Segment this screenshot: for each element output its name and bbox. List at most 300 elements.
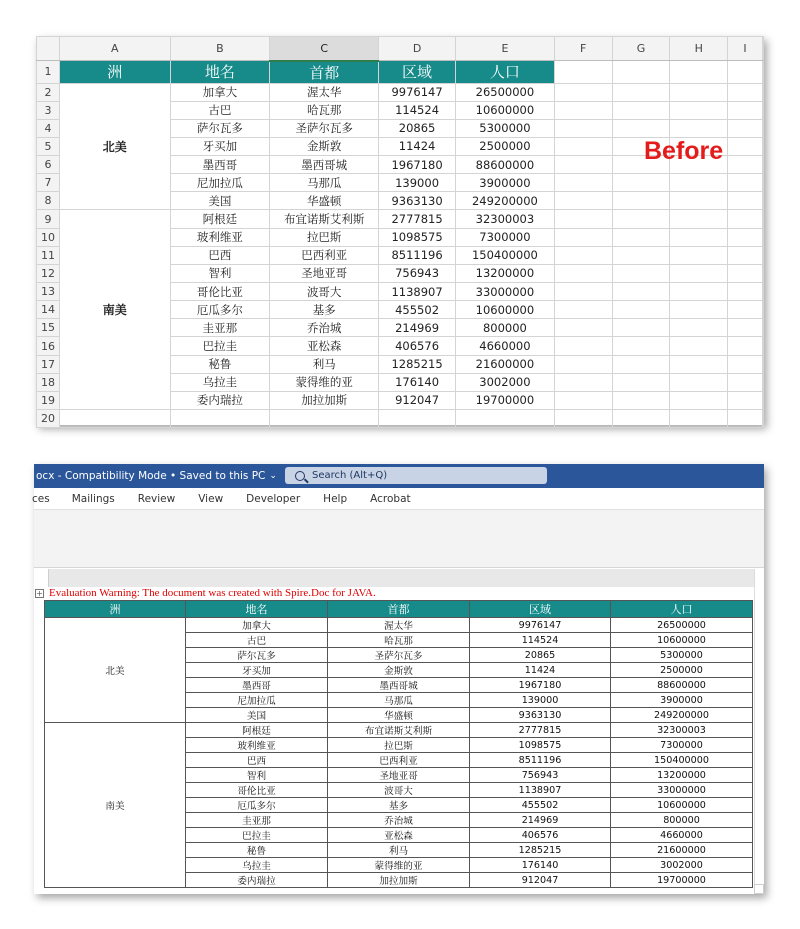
table-move-handle-icon[interactable]: + [36,589,43,598]
empty-cell[interactable] [59,410,170,428]
empty-cell[interactable] [728,283,763,301]
empty-cell[interactable] [728,137,763,155]
empty-cell[interactable] [728,192,763,210]
row-header[interactable]: 19 [37,391,60,409]
data-cell[interactable]: 圣萨尔瓦多 [328,648,470,663]
empty-cell[interactable] [763,264,764,282]
data-cell[interactable]: 33000000 [611,783,753,798]
data-cell[interactable]: 139000 [470,693,611,708]
data-cell[interactable]: 美国 [186,708,328,723]
empty-cell[interactable] [670,391,728,409]
data-cell[interactable]: 墨西哥 [186,678,328,693]
tab-ces[interactable]: ces [32,492,50,505]
header-cell[interactable]: 人口 [456,61,555,84]
data-cell[interactable]: 哈瓦那 [328,633,470,648]
data-cell[interactable]: 加拉加斯 [270,391,379,409]
data-cell[interactable]: 乌拉圭 [170,373,270,391]
data-cell[interactable]: 布宜诺斯艾利斯 [270,210,379,228]
data-cell[interactable]: 406576 [379,337,456,355]
header-cell[interactable]: 首都 [328,601,470,618]
data-cell[interactable]: 加拉加斯 [328,873,470,888]
empty-cell[interactable] [728,101,763,119]
data-cell[interactable]: 圭亚那 [170,319,270,337]
tab-help[interactable]: Help [323,492,348,505]
data-cell[interactable]: 4660000 [611,828,753,843]
data-cell[interactable]: 蒙得维的亚 [328,858,470,873]
row-header[interactable]: 16 [37,337,60,355]
data-cell[interactable]: 406576 [470,828,611,843]
data-cell[interactable]: 秘鲁 [170,355,270,373]
data-cell[interactable]: 加拿大 [170,83,270,101]
data-cell[interactable]: 哥伦比亚 [170,283,270,301]
row-header[interactable]: 7 [37,174,60,192]
data-cell[interactable]: 玻利维亚 [186,738,328,753]
header-cell[interactable]: 人口 [611,601,753,618]
data-cell[interactable]: 拉巴斯 [270,228,379,246]
data-cell[interactable]: 2777815 [470,723,611,738]
data-cell[interactable]: 波哥大 [270,283,379,301]
data-cell[interactable]: 9976147 [379,83,456,101]
empty-cell[interactable] [554,228,612,246]
empty-cell[interactable] [728,301,763,319]
data-cell[interactable]: 马那瓜 [270,174,379,192]
data-cell[interactable]: 古巴 [170,101,270,119]
empty-cell[interactable] [612,101,670,119]
empty-cell[interactable] [554,119,612,137]
empty-cell[interactable] [670,119,728,137]
data-cell[interactable]: 455502 [379,301,456,319]
tab-mailings[interactable]: Mailings [71,492,115,505]
empty-cell[interactable] [763,246,764,264]
empty-cell[interactable] [379,410,456,428]
data-cell[interactable]: 20865 [379,119,456,137]
empty-cell[interactable] [763,174,764,192]
empty-cell[interactable] [170,410,270,428]
empty-cell[interactable] [728,264,763,282]
data-cell[interactable]: 墨西哥 [170,156,270,174]
data-cell[interactable]: 布宜诺斯艾利斯 [328,723,470,738]
empty-cell[interactable] [670,337,728,355]
region-cell[interactable]: 南美 [59,210,170,410]
data-cell[interactable]: 阿根廷 [170,210,270,228]
empty-cell[interactable] [763,137,764,155]
empty-cell[interactable] [612,319,670,337]
column-header-a[interactable]: A [59,37,170,61]
empty-cell[interactable] [728,228,763,246]
data-cell[interactable]: 756943 [470,768,611,783]
data-cell[interactable]: 214969 [470,813,611,828]
row-header[interactable]: 18 [37,373,60,391]
data-cell[interactable]: 9363130 [379,192,456,210]
header-cell[interactable]: 洲 [45,601,186,618]
data-cell[interactable]: 圭亚那 [186,813,328,828]
row-header[interactable]: 5 [37,137,60,155]
empty-cell[interactable] [612,83,670,101]
empty-cell[interactable] [612,174,670,192]
row-header[interactable]: 20 [37,410,60,428]
header-cell[interactable]: 区域 [470,601,611,618]
data-cell[interactable]: 尼加拉瓜 [186,693,328,708]
data-cell[interactable]: 渥太华 [270,83,379,101]
data-cell[interactable]: 10600000 [611,798,753,813]
data-cell[interactable]: 巴西 [170,246,270,264]
row-header[interactable]: 6 [37,156,60,174]
data-cell[interactable]: 蒙得维的亚 [270,373,379,391]
data-cell[interactable]: 圣地亚哥 [328,768,470,783]
empty-cell[interactable] [670,410,728,428]
data-cell[interactable]: 9363130 [470,708,611,723]
data-cell[interactable]: 1285215 [470,843,611,858]
empty-cell[interactable] [728,337,763,355]
empty-cell[interactable] [554,192,612,210]
data-cell[interactable]: 金斯敦 [328,663,470,678]
data-cell[interactable]: 哥伦比亚 [186,783,328,798]
data-cell[interactable]: 哈瓦那 [270,101,379,119]
data-cell[interactable]: 厄瓜多尔 [170,301,270,319]
data-cell[interactable]: 88600000 [611,678,753,693]
empty-cell[interactable] [612,283,670,301]
data-cell[interactable]: 912047 [470,873,611,888]
empty-cell[interactable] [670,192,728,210]
empty-cell[interactable] [763,373,764,391]
empty-cell[interactable] [554,210,612,228]
data-cell[interactable]: 拉巴斯 [328,738,470,753]
empty-cell[interactable] [612,61,670,84]
empty-cell[interactable] [554,101,612,119]
empty-cell[interactable] [728,410,763,428]
column-header-d[interactable]: D [379,37,456,61]
row-header[interactable]: 15 [37,319,60,337]
empty-cell[interactable] [728,210,763,228]
data-cell[interactable]: 26500000 [611,618,753,633]
column-header-h[interactable]: H [670,37,728,61]
header-cell[interactable]: 首都 [270,61,379,84]
data-cell[interactable]: 3900000 [611,693,753,708]
empty-cell[interactable] [612,246,670,264]
data-cell[interactable]: 萨尔瓦多 [186,648,328,663]
empty-cell[interactable] [456,410,555,428]
row-header[interactable]: 1 [37,61,60,84]
data-cell[interactable]: 13200000 [456,264,555,282]
empty-cell[interactable] [670,355,728,373]
column-header-i[interactable]: I [728,37,763,61]
data-cell[interactable]: 巴拉圭 [170,337,270,355]
data-cell[interactable]: 7300000 [611,738,753,753]
data-cell[interactable]: 1967180 [379,156,456,174]
data-cell[interactable]: 9976147 [470,618,611,633]
empty-cell[interactable] [270,410,379,428]
empty-cell[interactable] [554,61,612,84]
data-cell[interactable]: 249200000 [456,192,555,210]
row-header[interactable]: 14 [37,301,60,319]
data-cell[interactable]: 牙买加 [186,663,328,678]
data-cell[interactable]: 乌拉圭 [186,858,328,873]
data-cell[interactable]: 10600000 [611,633,753,648]
data-cell[interactable]: 渥太华 [328,618,470,633]
empty-cell[interactable] [763,156,764,174]
column-header-c[interactable]: C [270,37,379,61]
data-cell[interactable]: 8511196 [470,753,611,768]
empty-cell[interactable] [554,137,612,155]
row-header[interactable]: 13 [37,283,60,301]
empty-cell[interactable] [763,410,764,428]
empty-cell[interactable] [554,246,612,264]
data-cell[interactable]: 1138907 [470,783,611,798]
empty-cell[interactable] [612,301,670,319]
empty-cell[interactable] [670,264,728,282]
data-cell[interactable]: 金斯敦 [270,137,379,155]
empty-cell[interactable] [728,83,763,101]
empty-cell[interactable] [763,119,764,137]
empty-cell[interactable] [728,373,763,391]
data-cell[interactable]: 委内瑞拉 [170,391,270,409]
data-cell[interactable]: 美国 [170,192,270,210]
data-cell[interactable]: 10600000 [456,301,555,319]
row-header[interactable]: 12 [37,264,60,282]
data-cell[interactable]: 秘鲁 [186,843,328,858]
empty-cell[interactable] [763,337,764,355]
vertical-scrollbar[interactable] [754,569,764,894]
data-cell[interactable]: 3900000 [456,174,555,192]
data-cell[interactable]: 乔治城 [328,813,470,828]
data-cell[interactable]: 800000 [611,813,753,828]
data-cell[interactable]: 455502 [470,798,611,813]
empty-cell[interactable] [763,210,764,228]
data-cell[interactable]: 176140 [470,858,611,873]
data-cell[interactable]: 21600000 [456,355,555,373]
empty-cell[interactable] [612,119,670,137]
column-header-b[interactable]: B [170,37,270,61]
row-header[interactable]: 2 [37,83,60,101]
empty-cell[interactable] [728,355,763,373]
data-cell[interactable]: 4660000 [456,337,555,355]
data-cell[interactable]: 智利 [186,768,328,783]
empty-cell[interactable] [612,355,670,373]
empty-cell[interactable] [554,264,612,282]
data-cell[interactable]: 乔治城 [270,319,379,337]
empty-cell[interactable] [763,192,764,210]
empty-cell[interactable] [670,83,728,101]
data-cell[interactable]: 2500000 [456,137,555,155]
data-cell[interactable]: 150400000 [456,246,555,264]
data-cell[interactable]: 1098575 [470,738,611,753]
data-cell[interactable]: 33000000 [456,283,555,301]
empty-cell[interactable] [763,391,764,409]
empty-cell[interactable] [728,61,763,84]
data-cell[interactable]: 114524 [379,101,456,119]
empty-cell[interactable] [612,264,670,282]
data-cell[interactable]: 牙买加 [170,137,270,155]
header-cell[interactable]: 地名 [170,61,270,84]
header-cell[interactable]: 地名 [186,601,328,618]
data-cell[interactable]: 华盛顿 [328,708,470,723]
data-cell[interactable]: 249200000 [611,708,753,723]
region-cell[interactable]: 北美 [45,618,186,723]
data-cell[interactable]: 波哥大 [328,783,470,798]
row-header[interactable]: 3 [37,101,60,119]
empty-cell[interactable] [728,391,763,409]
empty-cell[interactable] [554,156,612,174]
data-cell[interactable]: 3002000 [611,858,753,873]
data-cell[interactable]: 11424 [470,663,611,678]
empty-cell[interactable] [612,210,670,228]
empty-cell[interactable] [612,228,670,246]
empty-cell[interactable] [670,210,728,228]
data-cell[interactable]: 基多 [270,301,379,319]
empty-cell[interactable] [728,156,763,174]
tab-acrobat[interactable]: Acrobat [370,492,411,505]
tab-review[interactable]: Review [137,492,176,505]
empty-cell[interactable] [612,337,670,355]
data-cell[interactable]: 墨西哥城 [328,678,470,693]
data-cell[interactable]: 11424 [379,137,456,155]
tab-developer[interactable]: Developer [246,492,301,505]
empty-cell[interactable] [670,373,728,391]
header-cell[interactable]: 洲 [59,61,170,84]
select-all-corner[interactable] [37,37,60,61]
tab-view[interactable]: View [198,492,224,505]
data-cell[interactable]: 150400000 [611,753,753,768]
data-cell[interactable]: 巴西 [186,753,328,768]
data-cell[interactable]: 巴西利亚 [270,246,379,264]
empty-cell[interactable] [728,174,763,192]
data-cell[interactable]: 亚松森 [270,337,379,355]
empty-cell[interactable] [670,174,728,192]
data-cell[interactable]: 756943 [379,264,456,282]
data-cell[interactable]: 13200000 [611,768,753,783]
search-box[interactable] [285,467,547,484]
data-cell[interactable]: 1098575 [379,228,456,246]
empty-cell[interactable] [763,355,764,373]
data-cell[interactable]: 5300000 [611,648,753,663]
empty-cell[interactable] [763,319,764,337]
data-cell[interactable]: 加拿大 [186,618,328,633]
data-cell[interactable]: 利马 [270,355,379,373]
data-cell[interactable]: 5300000 [456,119,555,137]
data-cell[interactable]: 20865 [470,648,611,663]
empty-cell[interactable] [763,101,764,119]
empty-cell[interactable] [763,61,764,84]
data-cell[interactable]: 32300003 [456,210,555,228]
empty-cell[interactable] [554,410,612,428]
data-cell[interactable]: 1138907 [379,283,456,301]
empty-cell[interactable] [763,283,764,301]
data-cell[interactable]: 3002000 [456,373,555,391]
empty-cell[interactable] [728,119,763,137]
empty-cell[interactable] [728,319,763,337]
data-cell[interactable]: 马那瓜 [328,693,470,708]
empty-cell[interactable] [670,319,728,337]
region-cell[interactable]: 南美 [45,723,186,888]
column-header-e[interactable]: E [456,37,555,61]
data-cell[interactable]: 利马 [328,843,470,858]
empty-cell[interactable] [612,391,670,409]
data-cell[interactable]: 玻利维亚 [170,228,270,246]
data-cell[interactable]: 800000 [456,319,555,337]
data-cell[interactable]: 114524 [470,633,611,648]
column-header-g[interactable]: G [612,37,670,61]
data-cell[interactable]: 基多 [328,798,470,813]
empty-cell[interactable] [670,101,728,119]
empty-cell[interactable] [763,83,764,101]
data-cell[interactable]: 19700000 [456,391,555,409]
row-header[interactable]: 10 [37,228,60,246]
data-cell[interactable]: 26500000 [456,83,555,101]
header-cell[interactable]: 区域 [379,61,456,84]
row-header[interactable]: 4 [37,119,60,137]
data-cell[interactable]: 19700000 [611,873,753,888]
empty-cell[interactable] [728,246,763,264]
data-cell[interactable]: 214969 [379,319,456,337]
data-cell[interactable]: 7300000 [456,228,555,246]
data-cell[interactable]: 21600000 [611,843,753,858]
data-cell[interactable]: 厄瓜多尔 [186,798,328,813]
data-cell[interactable]: 华盛顿 [270,192,379,210]
data-cell[interactable]: 萨尔瓦多 [170,119,270,137]
data-cell[interactable]: 巴西利亚 [328,753,470,768]
data-cell[interactable]: 委内瑞拉 [186,873,328,888]
empty-cell[interactable] [554,301,612,319]
row-header[interactable]: 11 [37,246,60,264]
data-cell[interactable]: 墨西哥城 [270,156,379,174]
empty-cell[interactable] [554,391,612,409]
empty-cell[interactable] [554,355,612,373]
data-cell[interactable]: 圣萨尔瓦多 [270,119,379,137]
empty-cell[interactable] [612,373,670,391]
data-cell[interactable]: 176140 [379,373,456,391]
empty-cell[interactable] [670,283,728,301]
empty-cell[interactable] [670,61,728,84]
region-cell[interactable]: 北美 [59,83,170,210]
empty-cell[interactable] [612,410,670,428]
row-header[interactable]: 9 [37,210,60,228]
data-cell[interactable]: 智利 [170,264,270,282]
empty-cell[interactable] [763,228,764,246]
empty-cell[interactable] [554,174,612,192]
empty-cell[interactable] [554,83,612,101]
data-cell[interactable]: 亚松森 [328,828,470,843]
data-cell[interactable]: 139000 [379,174,456,192]
data-cell[interactable]: 912047 [379,391,456,409]
data-cell[interactable]: 尼加拉瓜 [170,174,270,192]
document-area[interactable] [34,569,764,894]
empty-cell[interactable] [612,192,670,210]
data-cell[interactable]: 32300003 [611,723,753,738]
column-header-f[interactable]: F [554,37,612,61]
data-cell[interactable]: 巴拉圭 [186,828,328,843]
data-cell[interactable]: 1967180 [470,678,611,693]
data-cell[interactable]: 88600000 [456,156,555,174]
chevron-down-icon[interactable]: ⌄ [269,471,277,481]
data-cell[interactable]: 2500000 [611,663,753,678]
empty-cell[interactable] [554,373,612,391]
empty-cell[interactable] [763,301,764,319]
row-header[interactable]: 17 [37,355,60,373]
empty-cell[interactable] [670,301,728,319]
data-cell[interactable]: 8511196 [379,246,456,264]
data-cell[interactable]: 1285215 [379,355,456,373]
empty-cell[interactable] [670,228,728,246]
empty-cell[interactable] [554,283,612,301]
data-cell[interactable]: 10600000 [456,101,555,119]
data-cell[interactable]: 阿根廷 [186,723,328,738]
empty-cell[interactable] [554,319,612,337]
row-header[interactable]: 8 [37,192,60,210]
data-cell[interactable]: 2777815 [379,210,456,228]
data-cell[interactable]: 圣地亚哥 [270,264,379,282]
empty-cell[interactable] [554,337,612,355]
data-cell[interactable]: 古巴 [186,633,328,648]
